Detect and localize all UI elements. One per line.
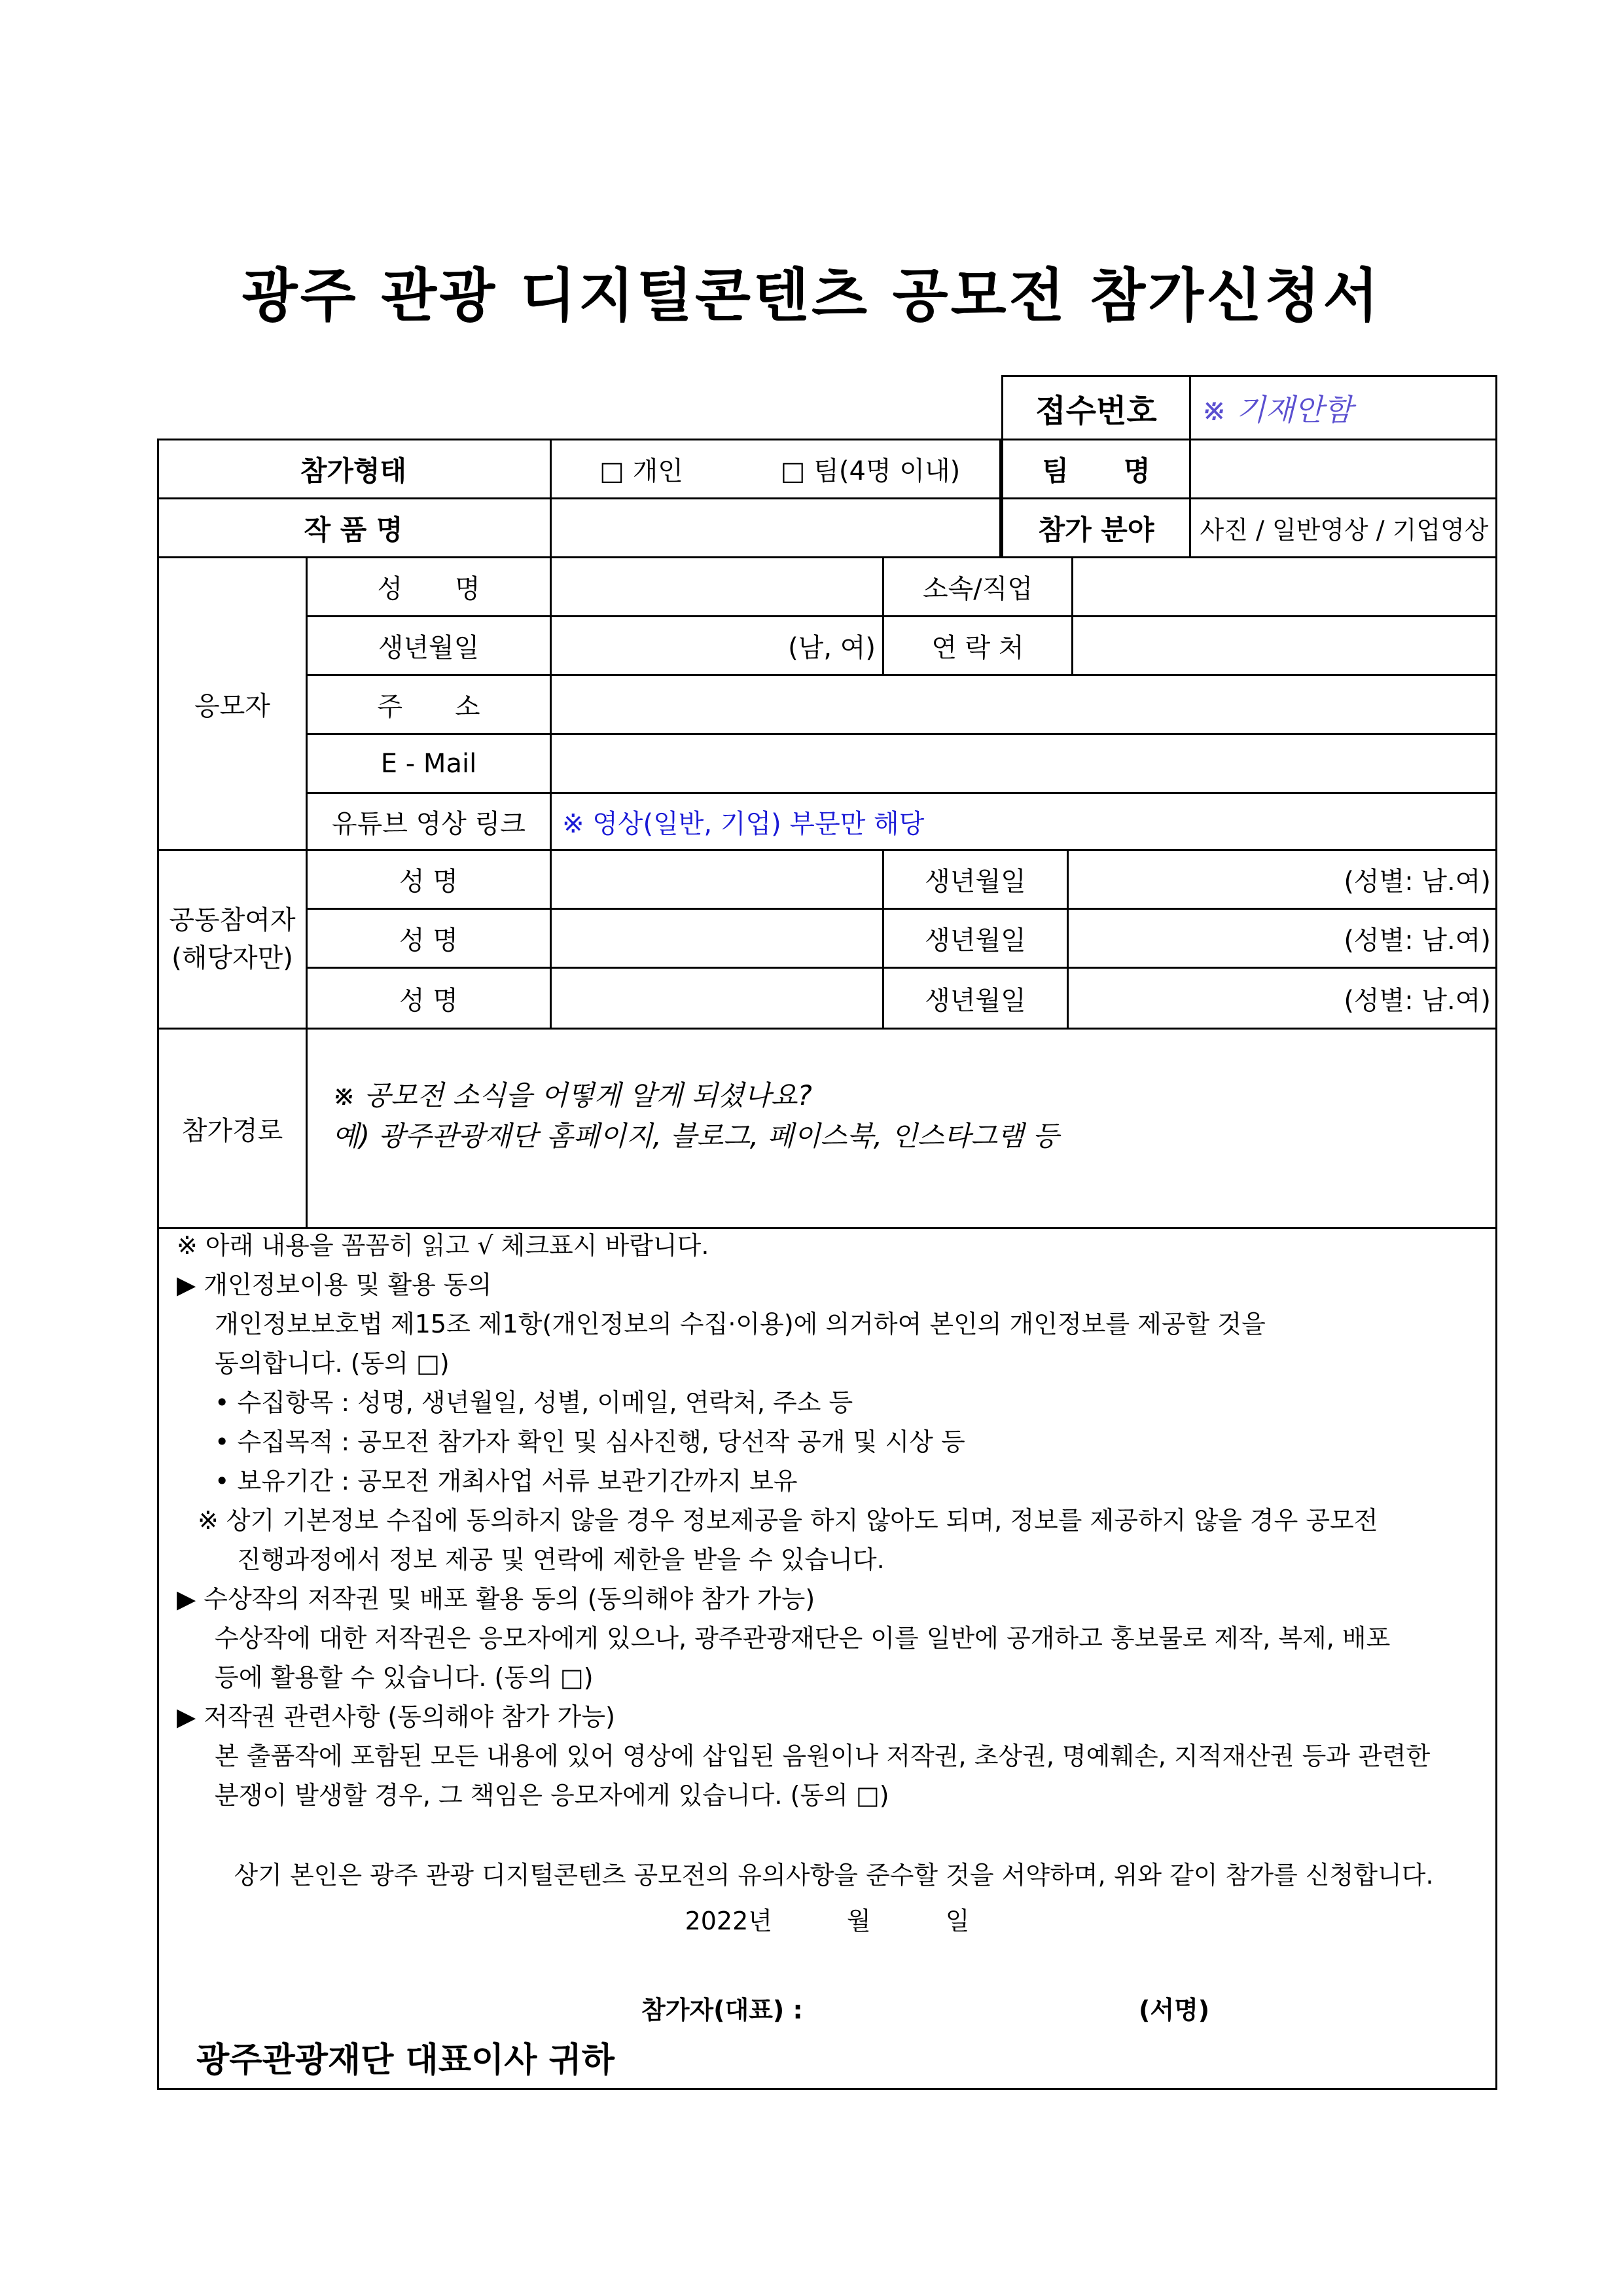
route-label: 참가경로 <box>181 1115 283 1146</box>
co-participants-label-line2: (해당자만) <box>171 943 293 973</box>
name-field[interactable] <box>552 556 882 617</box>
sign-note[interactable]: (서명) <box>1139 1996 1210 2024</box>
address-field[interactable] <box>552 674 1497 735</box>
team-name-field[interactable] <box>1191 439 1497 499</box>
individual-checkbox[interactable]: □ 개인 <box>599 456 683 486</box>
pledge-text: 상기 본인은 광주 관광 디지털콘텐츠 공모전의 유의사항을 준수할 것을 서약하며, 위와 같이 참가를 신청합니다. <box>234 1861 1434 1890</box>
affiliation-label: 소속/직업 <box>922 574 1033 604</box>
notice-heading-copyright-use: ▶ 수상작의 저작권 및 배포 활용 동의 (동의해야 참가 가능) <box>177 1585 815 1613</box>
date-line[interactable]: 2022년 월 일 <box>685 1907 970 1935</box>
notice-bullet: • 수집목적 : 공모전 참가자 확인 및 심사진행, 당선작 공개 및 시상 등 <box>215 1427 965 1456</box>
addressee: 광주관광재단 대표이사 귀하 <box>196 2041 615 2080</box>
notice-bullet: • 보유기간 : 공모전 개최사업 서류 보관기간까지 보유 <box>215 1467 798 1496</box>
email-field[interactable] <box>552 733 1497 794</box>
birthdate-label: 생년월일 <box>378 633 480 663</box>
route-field[interactable] <box>332 1075 1059 1157</box>
signer-label: 참가자(대표) : <box>641 1996 803 2024</box>
receipt-label: 접수번호 <box>1035 392 1157 429</box>
co-gender[interactable]: (성별: 남.여) <box>1344 985 1491 1016</box>
co-name-label: 성 명 <box>399 867 458 897</box>
address-label: 주 소 <box>377 692 480 722</box>
notice-copyright-text: 본 출품작에 포함된 모든 내용에 있어 영상에 삽입된 음원이나 저작권, 초상권, 명예훼손, 지적재산권 등과 관련한 <box>215 1742 1431 1770</box>
notice-instruction: ※ 아래 내용을 꼼꼼히 읽고 √ 체크표시 바랍니다. <box>177 1231 709 1260</box>
notice-copyright-use-text: 수상작에 대한 저작권은 응모자에게 있으나, 광주관광재단은 이를 일반에 공개하고 홍보물로 제작, 복제, 배포 <box>215 1624 1391 1653</box>
consent-section <box>157 1227 1497 2090</box>
participation-type-label: 참가형태 <box>300 454 407 487</box>
contact-label: 연 락 처 <box>931 633 1024 663</box>
team-name-label: 팀 명 <box>1042 454 1150 487</box>
co-participants-label-line1: 공동참여자 <box>169 905 296 935</box>
co-name-label: 성 명 <box>399 925 458 956</box>
route-question: ※ 공모전 소식을 어떻게 알게 되셨나요? <box>332 1079 812 1111</box>
youtube-label: 유튜브 영상 링크 <box>332 808 526 839</box>
affiliation-field[interactable] <box>1073 556 1497 617</box>
name-label: 성 명 <box>377 574 480 604</box>
signer-name-field[interactable] <box>975 1992 1126 2028</box>
notice-heading-copyright: ▶ 저작권 관련사항 (동의해야 참가 가능) <box>177 1702 615 1731</box>
notice-privacy-text: 개인정보보호법 제15조 제1항(개인정보의 수집·이용)에 의거하여 본인의 개인정보를 제공할 것을 <box>215 1310 1266 1338</box>
contact-field[interactable] <box>1073 615 1497 676</box>
notice-bullet: • 수집항목 : 성명, 생년월일, 성별, 이메일, 연락처, 주소 등 <box>215 1388 853 1417</box>
notice-privacy-warning-cont: 진행과정에서 정보 제공 및 연락에 제한을 받을 수 있습니다. <box>237 1545 885 1574</box>
notice-privacy-warning: ※ 상기 기본정보 수집에 동의하지 않을 경우 정보제공을 하지 않아도 되며, 정보를 제공하지 않을 경우 공모전 <box>198 1506 1378 1535</box>
co-gender[interactable]: (성별: 남.여) <box>1344 925 1491 956</box>
gender-note[interactable]: (남, 여) <box>788 633 876 663</box>
co-birth-label: 생년월일 <box>925 985 1026 1016</box>
team-checkbox[interactable]: □ 팀(4명 이내) <box>780 456 961 486</box>
copyright-use-consent-checkbox[interactable]: 등에 활용할 수 있습니다. (동의 □) <box>215 1663 594 1692</box>
privacy-consent-checkbox[interactable]: 동의합니다. (동의 □) <box>215 1349 450 1378</box>
route-example: 예) 광주관광재단 홈페이지, 블로그, 페이스북, 인스타그램 등 <box>332 1120 1060 1152</box>
youtube-note[interactable]: ※ 영상(일반, 기업) 부문만 해당 <box>562 808 925 839</box>
page-title: 광주 관광 디지털콘텐츠 공모전 참가신청서 <box>241 262 1382 329</box>
category-options[interactable]: 사진 / 일반영상 / 기업영상 <box>1200 516 1489 545</box>
category-label: 참가 분야 <box>1038 513 1154 546</box>
co-gender[interactable]: (성별: 남.여) <box>1344 867 1491 897</box>
work-title-field[interactable] <box>550 497 1001 558</box>
applicant-group-label: 응모자 <box>194 691 270 721</box>
co-birth-label: 생년월일 <box>925 925 1026 956</box>
receipt-note: ※ 기재안함 <box>1202 392 1353 427</box>
co-birth-label: 생년월일 <box>925 867 1026 897</box>
copyright-consent-checkbox[interactable]: 분쟁이 발생할 경우, 그 책임은 응모자에게 있습니다. (동의 □) <box>215 1781 889 1810</box>
notice-heading-privacy: ▶ 개인정보이용 및 활용 동의 <box>177 1270 492 1299</box>
co-participants-group-label <box>157 849 308 1030</box>
co-name-label: 성 명 <box>399 985 458 1016</box>
work-title-label: 작 품 명 <box>304 513 403 546</box>
email-label: E - Mail <box>380 748 477 779</box>
